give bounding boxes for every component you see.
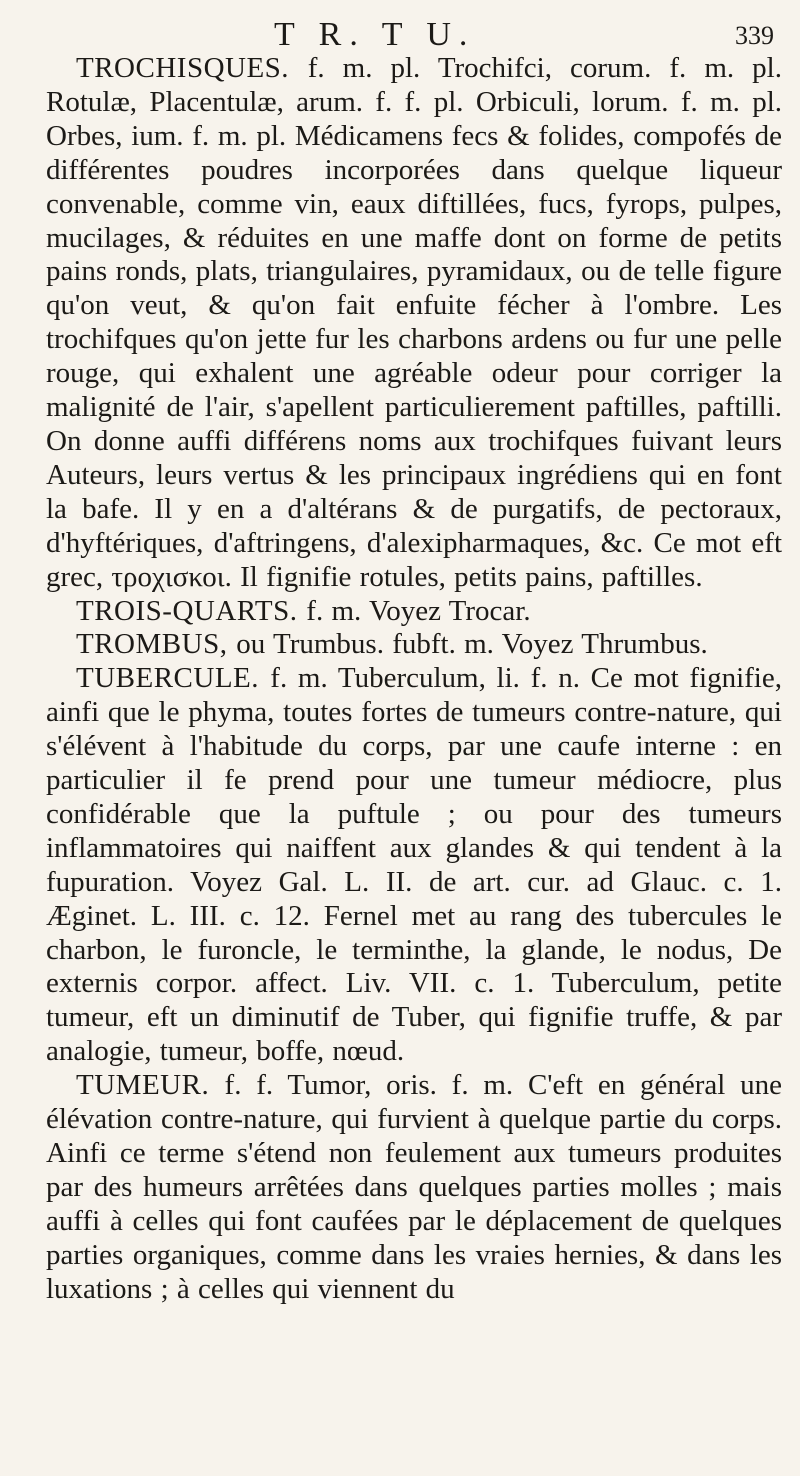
entry-text: ou Trumbus. fubft. m. Voyez Thrumbus. xyxy=(236,628,708,661)
running-head xyxy=(46,16,782,53)
entry-text: f. f. Tumor, oris. f. m. C'eft en général une élévation contre-nature, qui furvient à quelque partie du corps. Ainfi ce terme s'étend non feulement aux tumeurs produites par des humeurs arrêtées dans quelques parties molles ; mais auffi à celles qui font caufées par le déplacement de quelques parties organiques, comme dans les vraies hernies, & dans les luxations ; à celles qui viennent du xyxy=(46,1069,782,1305)
entry-lemma: TROIS-QUARTS. xyxy=(76,594,298,627)
entry-lemma: TUMEUR. xyxy=(76,1069,210,1102)
entry-lemma: TUBERCULE. xyxy=(76,662,260,695)
entry-tumeur xyxy=(46,1069,782,1306)
entry-tubercule xyxy=(46,662,782,1069)
entry-text: f. m. pl. Trochifci, corum. f. m. pl. Rotulæ, Placentulæ, arum. f. f. pl. Orbiculi, lorum. f. m. pl. Orbes, ium. f. m. pl. Médicamens fecs & folides, compofés de différentes poudres incorporées dans quelque liqueur convenable, comme vin, eaux diftillées, fucs, fyrops, pulpes, mucilages, & réduites en une maffe dont on forme de petits pains ronds, plats, triangulaires, pyramidaux, ou de telle figure qu'on veut, & qu'on fait enfuite fécher à l'ombre. Les trochifques qu'on jette fur les charbons ardens ou fur une pelle rouge, qui exhalent une agréable odeur pour corriger la malignité de l'air, s'apellent particulierement paftilles, paftilli. On donne auffi différens noms aux trochifques fuivant leurs Auteurs, leurs vertus & les principaux ingrédiens qui en font la bafe. Il y en a d'altérans & de purgatifs, de pectoraux, d'hyftériques, d'aftringens, d'alexipharmaques, &c. Ce mot eft grec, τροχισκοι. Il fignifie rotules, petits pains, paftilles. xyxy=(46,52,782,593)
entry-trois-quarts xyxy=(46,595,782,629)
dictionary-entries xyxy=(46,52,782,1307)
entry-lemma: TROMBUS, xyxy=(76,628,228,661)
entry-text: f. m. Tuberculum, li. f. n. Ce mot fignifie, ainfi que le phyma, toutes fortes de tumeurs contre-nature, qui s'élévent à l'habitude du corps, par une caufe interne : en particulier il fe prend pour une tumeur médiocre, plus confidérable que la puftule ; ou pour des tumeurs inflammatoires qui naiffent aux glandes & qui tendent à la fupuration. Voyez Gal. L. II. de art. cur. ad Glauc. c. 1. Æginet. L. III. c. 12. Fernel met au rang des tubercules le charbon, le furoncle, le terminthe, la glande, le nodus, De externis corpor. affect. Liv. VII. c. 1. Tuberculum, petite tumeur, eft un diminutif de Tuber, qui fignifie truffe, & par analogie, tumeur, boffe, nœud. xyxy=(46,662,782,1068)
page-number: 339 xyxy=(735,21,774,50)
entry-lemma: TROCHISQUES. xyxy=(76,52,290,84)
entry-trochisques xyxy=(46,52,782,595)
entry-trombus xyxy=(46,628,782,662)
entry-text: f. m. Voyez Trocar. xyxy=(306,594,531,627)
running-head-title: T R. T U. xyxy=(274,16,476,53)
